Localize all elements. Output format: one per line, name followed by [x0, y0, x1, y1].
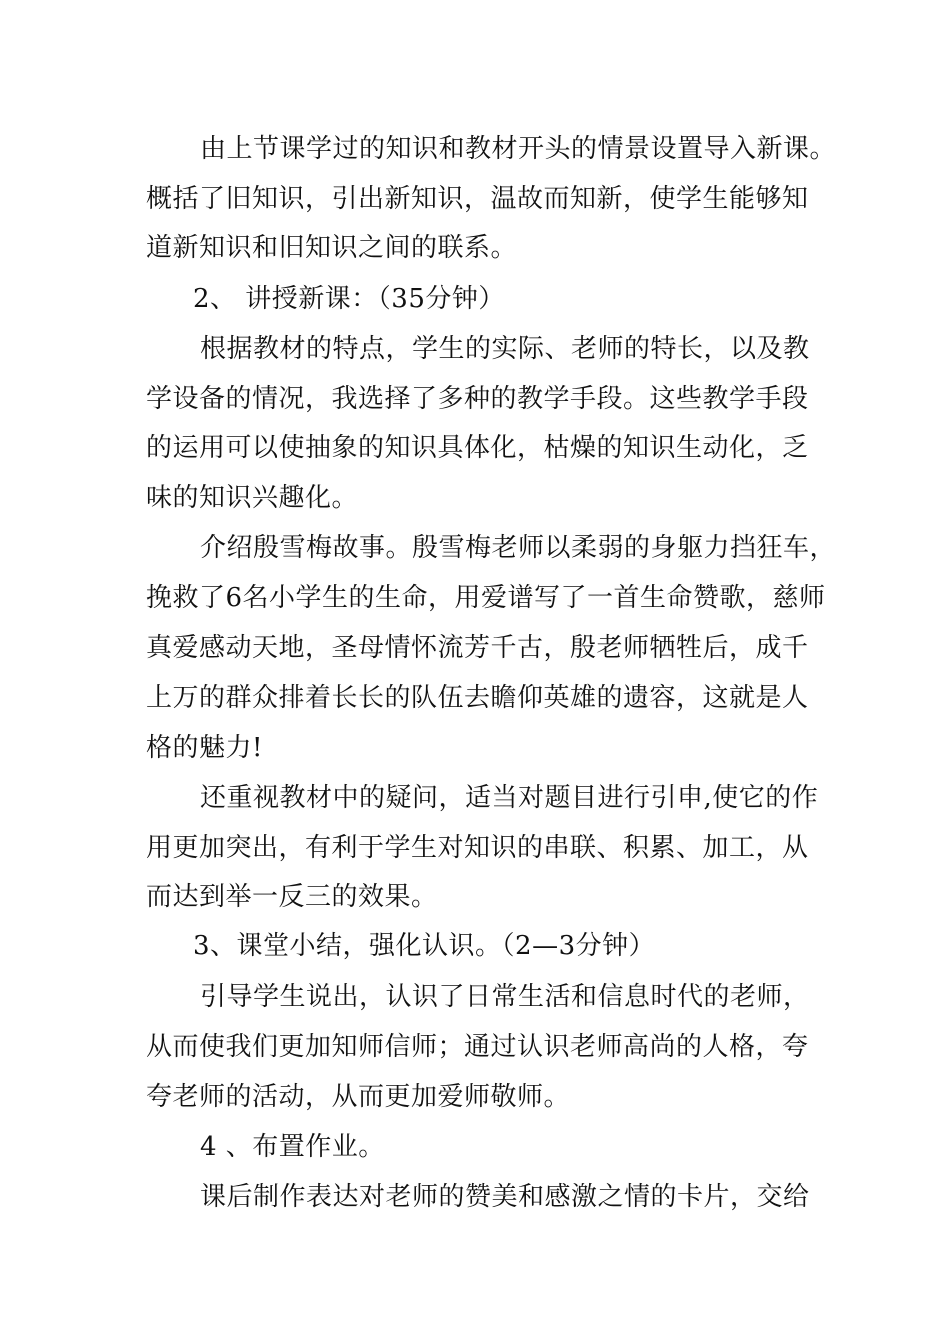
text-line: 挽救了6名小学生的生命，用爱谱写了一首生命赞歌，慈师 [146, 583, 826, 613]
text-line: 的运用可以使抽象的知识具体化，枯燥的知识生动化，乏 [146, 433, 809, 463]
section-heading: 3、课堂小结，强化认识。（2—3分钟） [193, 931, 656, 961]
text-line: 味的知识兴趣化。 [146, 483, 359, 513]
text-line: 道新知识和旧知识之间的联系。 [146, 233, 518, 263]
text-line: 学设备的情况，我选择了多种的教学手段。这些教学手段 [146, 384, 809, 414]
section-heading: 2、 讲授新课：（35分钟） [193, 284, 505, 314]
text-line: 上万的群众排着长长的队伍去瞻仰英雄的遗容，这就是人 [146, 683, 809, 713]
text-line: 根据教材的特点，学生的实际、老师的特长，以及教 [200, 334, 810, 364]
text-line: 从而使我们更加知师信师；通过认识老师高尚的人格，夸 [146, 1032, 809, 1062]
text-line: 还重视教材中的疑问，适当对题目进行引申,使它的作 [200, 783, 819, 813]
text-line: 概括了旧知识，引出新知识，温故而知新，使学生能够知 [146, 184, 809, 214]
section-heading: 4 、布置作业。 [200, 1132, 385, 1162]
text-line: 而达到举一反三的效果。 [146, 882, 438, 912]
text-line: 夸老师的活动，从而更加爱师敬师。 [146, 1082, 571, 1112]
text-line: 由上节课学过的知识和教材开头的情景设置导入新课。 [200, 134, 837, 164]
text-line: 课后制作表达对老师的赞美和感激之情的卡片，交给 [200, 1182, 810, 1212]
text-line: 介绍殷雪梅故事。殷雪梅老师以柔弱的身躯力挡狂车， [200, 533, 837, 563]
text-line: 用更加突出，有利于学生对知识的串联、积累、加工，从 [146, 833, 809, 863]
text-line: 引导学生说出，认识了日常生活和信息时代的老师， [200, 982, 810, 1012]
text-line: 真爱感动天地，圣母情怀流芳千古，殷老师牺牲后，成千 [146, 633, 809, 663]
text-line: 格的魅力! [146, 733, 263, 763]
